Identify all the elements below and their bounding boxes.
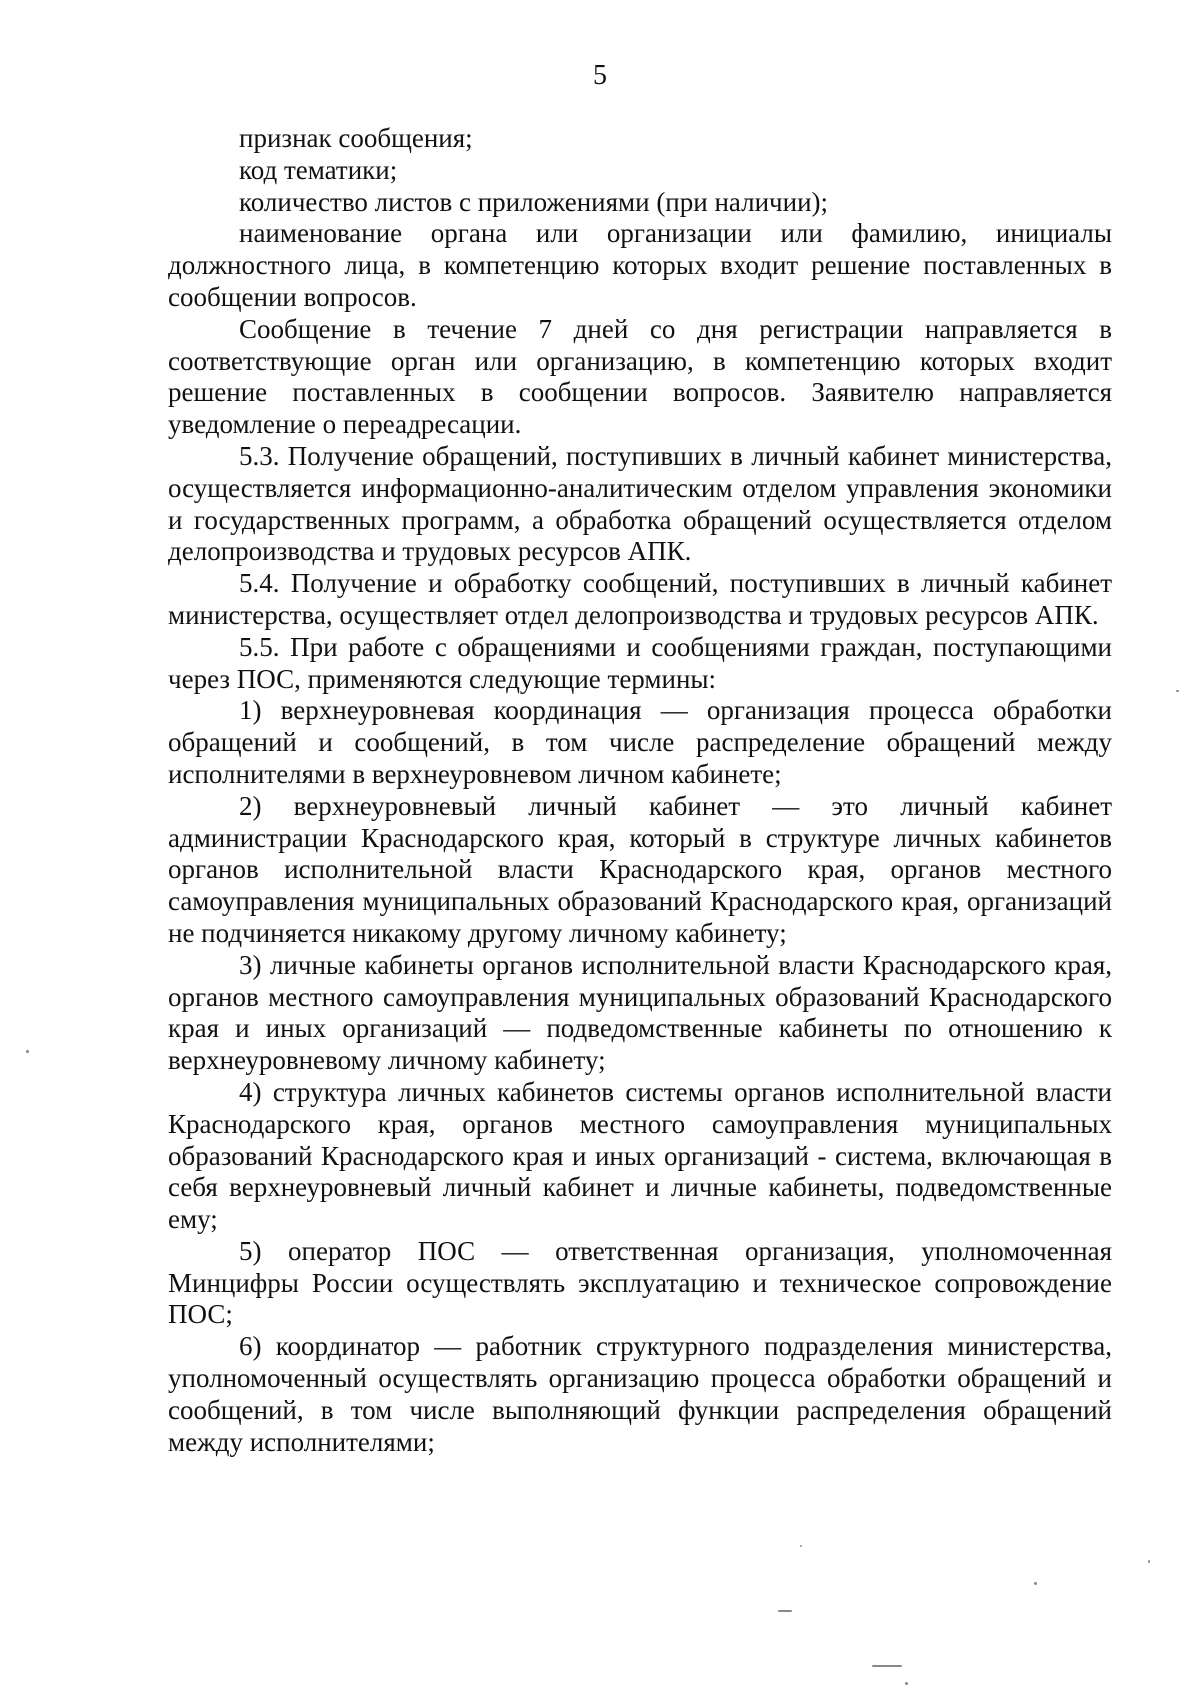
page-number: 5 [593,60,607,91]
paragraph-message-forwarding: Сообщение в течение 7 дней со дня регистрации направляется в соответствующие орган или организацию, в компетенцию которых входит решение поставленных в сообщении вопросов. Заявителю направляется уведомление о переадресации. [168,313,1112,440]
paragraph-term-2: 2) верхнеуровневый личный кабинет — это личный кабинет администрации Краснодарского края, который в структуре личных кабинетов органов исполнительной власти Краснодарского края, органов местного самоуправления муниципальных образований Краснодарского края, организаций не подчиняется никакому другому личному кабинету; [168,790,1112,948]
document-body [168,123,1112,1458]
scan-speck [1034,1582,1037,1585]
paragraph-section-5-4: 5.4. Получение и обработку сообщений, поступивших в личный кабинет министерства, осуществляет отдел делопроизводства и трудовых ресурсов АПК. [168,568,1112,630]
scan-speck [1148,1560,1150,1563]
scan-speck [905,1682,908,1685]
scan-speck [800,1545,802,1547]
scan-speck [1176,690,1179,692]
paragraph-message-attribute: признак сообщения; [239,123,473,153]
paragraph-topic-code: код тематики; [239,154,398,185]
paragraph-sheet-count: количество листов с приложениями (при наличии); [239,186,829,217]
paragraph-section-5-5: 5.5. При работе с обращениями и сообщениями граждан, поступающими через ПОС, применяются следующие термины: [168,631,1112,694]
scan-speck [872,1665,902,1667]
paragraph-term-3: 3) личные кабинеты органов исполнительной власти Краснодарского края, органов местного самоуправления муниципальных образований Краснодарского края и иных организаций — подведомственные кабинеты по отношению к верхнеуровневому личному кабинету; [168,949,1112,1076]
paragraph-term-6: 6) координатор — работник структурного подразделения министерства, уполномоченный осуществлять организацию процесса обработки обращений и сообщений, в том числе выполняющий функции распределения обращений между исполнителями; [168,1331,1112,1457]
paragraph-section-5-3: 5.3. Получение обращений, поступивших в личный кабинет министерства, осуществляется информационно-аналитическим отделом управления экономики и государственных программ, а обработка обращений осуществляется отделом делопроизводства и трудовых ресурсов АПК. [168,440,1112,567]
scan-speck [778,1610,792,1612]
paragraph-organ-name: наименование органа или организации или фамилию, инициалы должностного лица, в компетенцию которых входит решение поставленных в сообщении вопросов. [168,218,1112,312]
paragraph-term-1: 1) верхнеуровневая координация — организация процесса обработки обращений и сообщений, в том числе распределение обращений между исполнителями в верхнеуровневом личном кабинете; [168,695,1112,789]
scan-speck [26,1050,29,1053]
paragraph-term-5: 5) оператор ПОС — ответственная организация, уполномоченная Минцифры России осуществлять эксплуатацию и техническое сопровождение ПОС; [168,1235,1112,1330]
paragraph-term-4: 4) структура личных кабинетов системы органов исполнительной власти Краснодарского края, органов местного самоуправления муниципальных образований Краснодарского края и иных организаций - система, включающая в себя верхнеуровневый личный кабинет и личные кабинеты, подведомственные ему; [168,1076,1112,1235]
